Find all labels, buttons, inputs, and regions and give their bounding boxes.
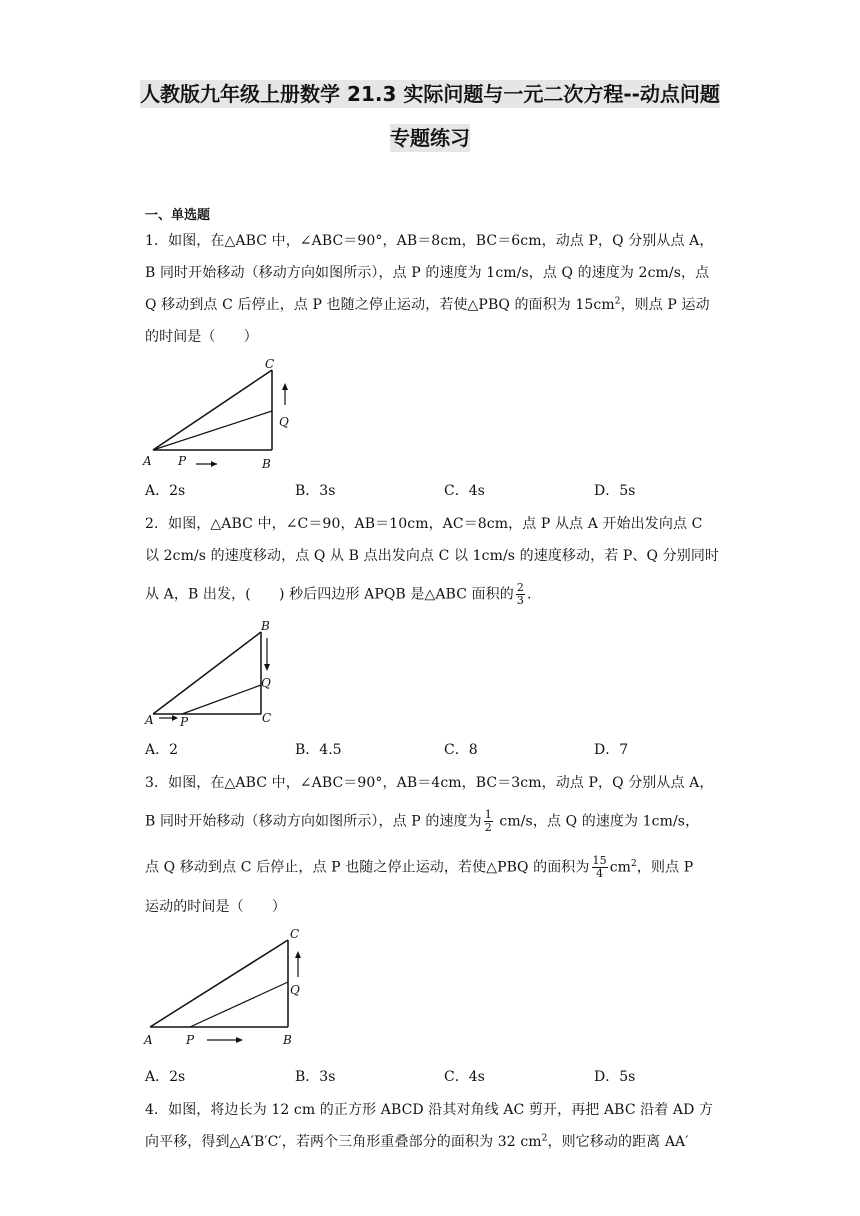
q3-text-line-2: B 同时开始移动（移动方向如图所示），点 P 的速度为 $\frac{1}{2}$ cm/s，点 Q 的速度为 1cm/s， bbox=[145, 808, 700, 834]
q3-option-b: B．3s bbox=[295, 1069, 336, 1085]
q4-text-line-2: 向平移，得到△A′B′C′，若两个三角形重叠部分的面积为 32 $cm^2$，则它移动的距离 AA′ bbox=[145, 1133, 689, 1150]
q3-segment-pq bbox=[190, 982, 288, 1027]
q2-label-c: C bbox=[262, 711, 272, 725]
q1-arrowhead-q bbox=[282, 383, 288, 390]
q2-label-q: Q bbox=[261, 676, 271, 690]
q1-label-c: C bbox=[265, 357, 275, 371]
q2-text-line-2: 以 2cm/s 的速度移动，点 Q 从 B 点出发向点 C 以 1cm/s 的速度移动，若 P、Q 分别同时 bbox=[145, 548, 720, 564]
q1-option-b: B．3s bbox=[295, 483, 336, 499]
q1-option-c: C．4s bbox=[444, 483, 485, 499]
q3-fraction-area: $\frac{15}{4}$ bbox=[592, 854, 607, 880]
q1-segment-ac bbox=[153, 370, 272, 450]
q1-text-line-1: 1．如图，在△ABC 中，∠ABC＝90°，AB＝8cm，BC＝6cm，动点 P，Q 分别从点 A， bbox=[145, 233, 714, 249]
document-title-line-1: 人教版九年级上册数学 21.3 实际问题与一元二次方程--动点问题 bbox=[140, 82, 720, 106]
q1-option-d: D．5s bbox=[594, 483, 636, 499]
q3-text-line-3: 点 Q 移动到点 C 后停止，点 P 也随之停止运动，若使△PBQ 的面积为 $\frac{15}{4}$ $cm^2$，则点 P bbox=[145, 854, 694, 880]
q3-text-line-4: 运动的时间是（ ） bbox=[145, 899, 286, 915]
document-title-line-2: 专题练习 bbox=[390, 126, 470, 150]
q3-option-a: A．2s bbox=[145, 1069, 186, 1085]
q3-label-a: A bbox=[144, 1033, 153, 1047]
q2-text-line-1: 2．如图，△ABC 中，∠C＝90，AB＝10cm，AC＝8cm，点 P 从点 A 开始出发向点 C bbox=[145, 516, 703, 532]
q2-option-a: A．2 bbox=[145, 742, 179, 758]
q3-arrowhead-p bbox=[236, 1037, 243, 1043]
q2-arrowhead-q bbox=[264, 664, 270, 671]
q1-text-line-3: Q 移动到点 C 后停止，点 P 也随之停止运动，若使△PBQ 的面积为 $15cm^2$，则点 P 运动 bbox=[145, 296, 710, 313]
q1-text-line-4: 的时间是（ ） bbox=[145, 329, 258, 345]
q2-figure bbox=[140, 612, 310, 730]
q1-label-q: Q bbox=[279, 415, 289, 429]
q3-figure bbox=[140, 922, 320, 1050]
q3-arrowhead-q bbox=[295, 951, 301, 958]
q2-option-b: B．4.5 bbox=[295, 742, 342, 758]
q3-option-d: D．5s bbox=[594, 1069, 636, 1085]
q3-label-p: P bbox=[186, 1033, 195, 1047]
q2-label-b: B bbox=[261, 619, 270, 633]
q1-option-a: A．2s bbox=[145, 483, 186, 499]
q2-segment-ab bbox=[153, 632, 261, 714]
q2-label-a: A bbox=[145, 713, 154, 727]
q2-arrowhead-p bbox=[172, 715, 178, 721]
q1-figure bbox=[140, 352, 310, 472]
q3-label-c: C bbox=[290, 927, 300, 941]
q1-text-line-2: B 同时开始移动（移动方向如图所示），点 P 的速度为 1cm/s，点 Q 的速度为 2cm/s，点 bbox=[145, 265, 710, 281]
q3-option-c: C．4s bbox=[444, 1069, 485, 1085]
q1-label-a: A bbox=[143, 454, 152, 468]
q1-label-b: B bbox=[262, 457, 271, 471]
section-heading: 一、单选题 bbox=[145, 208, 211, 223]
q4-text-line-1: 4．如图，将边长为 12 cm 的正方形 ABCD 沿其对角线 AC 剪开，再把 ABC 沿着 AD 方 bbox=[145, 1102, 714, 1118]
q2-fraction: $\frac{2}{3}$ bbox=[516, 581, 524, 607]
q1-arrowhead-p bbox=[211, 461, 217, 467]
q2-text-line-3: 从 A，B 出发，( ) 秒后四边形 APQB 是△ABC 面积的 $\frac{2}{3}$ . bbox=[145, 581, 532, 607]
q2-option-d: D．7 bbox=[594, 742, 629, 758]
q1-label-p: P bbox=[178, 454, 187, 468]
q2-label-p: P bbox=[180, 715, 189, 729]
q2-option-c: C．8 bbox=[444, 742, 478, 758]
q3-text-line-1: 3．如图，在△ABC 中，∠ABC＝90°，AB＝4cm，BC＝3cm，动点 P，Q 分别从点 A， bbox=[145, 775, 714, 791]
q2-segment-pq bbox=[182, 685, 261, 714]
q3-label-q: Q bbox=[290, 983, 300, 997]
q3-label-b: B bbox=[283, 1033, 292, 1047]
q3-fraction-speed: $\frac{1}{2}$ bbox=[484, 808, 492, 834]
q1-segment-aq bbox=[153, 411, 272, 450]
